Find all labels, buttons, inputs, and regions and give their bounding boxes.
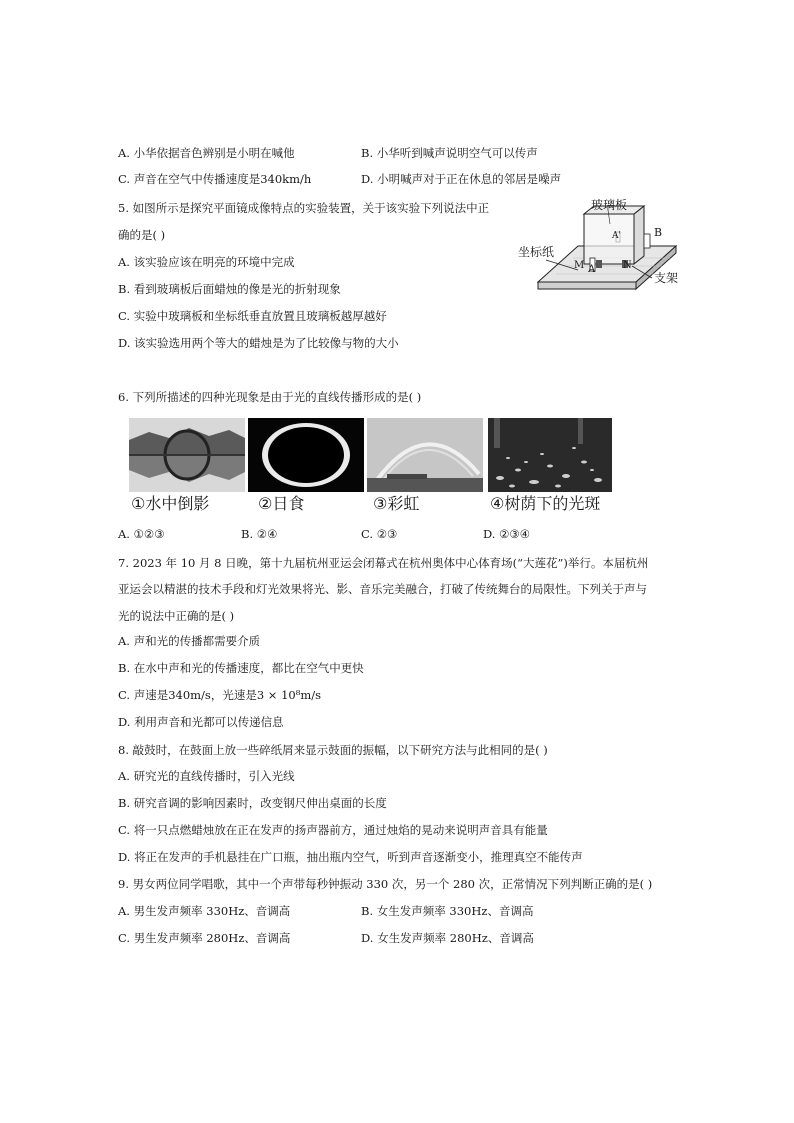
q7-option-d: D. 利用声音和光都可以传递信息 (118, 715, 284, 729)
q8-option-a: A. 研究光的直线传播时，引入光线 (118, 769, 295, 783)
q7-stem-line3: 光的说法中正确的是( ) (118, 609, 235, 623)
q6-option-a: A. ①②③ (118, 527, 165, 541)
glass-plate-label: 玻璃板 (591, 198, 628, 212)
point-b-label: B (654, 226, 663, 239)
q7-option-b: B. 在水中声和光的传播速度，都比在空气中更快 (118, 661, 364, 675)
q9-option-a: A. 男生发声频率 330Hz、音调高 (118, 904, 291, 918)
point-m-label: M (574, 260, 585, 271)
q4-option-c: C. 声音在空气中传播速度是340km/h (118, 172, 312, 186)
q9-option-b: B. 女生发声频率 330Hz、音调高 (361, 904, 534, 918)
rainbow-photo (367, 418, 483, 492)
q5-option-d: D. 该实验选用两个等大的蜡烛是为了比较像与物的大小 (118, 336, 399, 350)
solar-eclipse-photo (248, 418, 364, 492)
point-a-image-label: A' (612, 231, 621, 241)
q7-option-a: A. 声和光的传播都需要介质 (118, 634, 261, 648)
tree-shade-light-spots-photo (488, 418, 612, 492)
coordinate-paper-label: 坐标纸 (518, 245, 555, 259)
caption-water-reflection: ①水中倒影 (131, 494, 210, 513)
point-n-label: N (623, 260, 632, 271)
caption-rainbow: ③彩虹 (373, 494, 420, 513)
q6-stem: 6. 下列所描述的四种光现象是由于光的直线传播形成的是( ) (118, 390, 422, 404)
q8-option-c: C. 将一只点燃蜡烛放在正在发声的扬声器前方，通过烛焰的晃动来说明声音具有能量 (118, 823, 548, 837)
q9-option-c: C. 男生发声频率 280Hz、音调高 (118, 931, 291, 945)
q4-option-d: D. 小明喊声对于正在休息的邻居是噪声 (361, 172, 562, 186)
q8-option-d: D. 将正在发声的手机悬挂在广口瓶，抽出瓶内空气，听到声音逐渐变小，推理真空不能传声 (118, 850, 583, 864)
stand-label: 支架 (654, 271, 679, 285)
q5-stem-line2: 确的是( ) (118, 228, 166, 242)
q5-option-a: A. 该实验应该在明亮的环境中完成 (118, 255, 295, 269)
q4-option-a: A. 小华依据音色辨别是小明在喊他 (118, 146, 295, 160)
q7-option-c: C. 声速是340m/s，光速是3 × 10⁸m/s (118, 688, 322, 702)
q4-option-b: B. 小华听到喊声说明空气可以传声 (361, 146, 538, 160)
q5-option-b: B. 看到玻璃板后面蜡烛的像是光的折射现象 (118, 282, 341, 296)
q9-stem: 9. 男女两位同学唱歌，其中一个声带每秒钟振动 330 次，另一个 280 次，正常情况下列判断正确的是( ) (118, 877, 653, 891)
q6-option-c: C. ②③ (361, 527, 398, 541)
q7-stem-line2: 亚运会以精湛的技术手段和灯光效果将光、影、音乐完美融合，打破了传统舞台的局限性。下列关于声与 (118, 582, 647, 596)
q6-option-d: D. ②③④ (483, 527, 531, 541)
q8-stem: 8. 敲鼓时，在鼓面上放一些碎纸屑来显示鼓面的振幅，以下研究方法与此相同的是( ) (118, 743, 548, 757)
caption-tree-shade-light-spots: ④树荫下的光斑 (490, 494, 601, 513)
water-reflection-photo (129, 418, 245, 492)
q5-option-c: C. 实验中玻璃板和坐标纸垂直放置且玻璃板越厚越好 (118, 309, 387, 323)
q5-stem-line1: 5. 如图所示是探究平面镜成像特点的实验装置，关于该实验下列说法中正 (118, 201, 490, 215)
q9-option-d: D. 女生发声频率 280Hz、音调高 (361, 931, 534, 945)
caption-solar-eclipse: ②日食 (258, 494, 305, 513)
point-a-label: A (588, 264, 596, 275)
q6-option-b: B. ②④ (241, 527, 278, 541)
q7-stem-line1: 7. 2023 年 10 月 8 日晚，第十九届杭州亚运会闭幕式在杭州奥体中心体育场(“大莲花”)举行。本届杭州 (118, 556, 649, 570)
q8-option-b: B. 研究音调的影响因素时，改变钢尺伸出桌面的长度 (118, 796, 387, 810)
